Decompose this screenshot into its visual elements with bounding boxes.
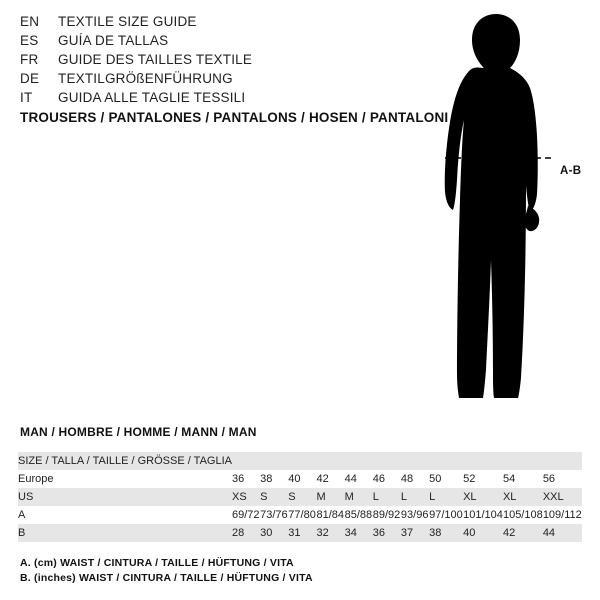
cell: 48 [400, 473, 414, 485]
language-title: TEXTILE SIZE GUIDE [58, 14, 197, 29]
row-label: Europe [18, 473, 54, 485]
cell: 42 [316, 473, 329, 485]
cell [373, 452, 401, 470]
row-label: B [18, 527, 26, 539]
cell: M [344, 491, 354, 503]
cell: 46 [372, 473, 386, 485]
cell: 85/88 [344, 509, 373, 521]
cell: 54 [502, 473, 516, 485]
cell: 38 [429, 527, 442, 539]
language-title: GUÍA DE TALLAS [58, 33, 169, 48]
cell: S [288, 491, 296, 503]
cell: 93/96 [400, 509, 429, 521]
footnote-a: A. (cm) WAIST / CINTURA / TAILLE / HÜFTUNG / VITA [20, 557, 294, 569]
cell: 28 [231, 527, 245, 539]
row-label: SIZE / TALLA / TAILLE / GRÖSSE / TAGLIA [18, 455, 232, 467]
cell [260, 452, 288, 470]
measure-label-ab: A-B [560, 165, 582, 177]
cell: XXL [542, 491, 564, 503]
language-code: EN [20, 14, 40, 29]
cell: 40 [288, 473, 301, 485]
cell [543, 452, 582, 470]
language-row [20, 71, 370, 90]
cell: 44 [344, 473, 357, 485]
cell [345, 452, 373, 470]
language-code: DE [20, 71, 40, 86]
language-code: IT [20, 90, 33, 105]
cell [463, 452, 503, 470]
cell: 97/100 [429, 509, 463, 521]
cell: 30 [260, 527, 273, 539]
cell: 105/108 [502, 509, 543, 521]
cell: 34 [344, 527, 357, 539]
cell: L [429, 491, 436, 503]
product-title: TROUSERS / PANTALONES / PANTALONS / HOSEN / PANTALONI [20, 110, 449, 125]
silhouette-svg [400, 10, 600, 410]
row-label: A [18, 509, 26, 521]
cell: 52 [463, 473, 476, 485]
language-code: ES [20, 33, 39, 48]
language-row [20, 90, 370, 109]
cell: 31 [288, 527, 301, 539]
cell: 32 [316, 527, 329, 539]
cell: 101/104 [463, 509, 503, 521]
cell: 40 [463, 527, 476, 539]
cell: 81/84 [316, 509, 344, 521]
language-code: FR [20, 52, 39, 67]
cell [288, 452, 316, 470]
cell: XL [502, 491, 517, 503]
cell: 38 [260, 473, 273, 485]
footnote-b: B. (inches) WAIST / CINTURA / TAILLE / HÜFTUNG / VITA [20, 572, 313, 584]
cell: XL [463, 491, 477, 503]
cell [401, 452, 429, 470]
cell: 89/92 [372, 509, 401, 521]
cell: 73/76 [260, 509, 288, 521]
cell: 36 [372, 527, 386, 539]
language-title: TEXTILGRÖßENFÜHRUNG [58, 71, 233, 86]
size-table [18, 452, 582, 542]
table-row [18, 488, 582, 506]
language-title: GUIDE DES TAILLES TEXTILE [58, 52, 253, 67]
cell: S [260, 491, 268, 503]
cell: 69/72 [231, 509, 260, 521]
cell [503, 452, 543, 470]
cell: 56 [542, 473, 556, 485]
cell: 44 [542, 527, 556, 539]
cell: 109/112 [542, 509, 582, 521]
table-row [18, 506, 582, 524]
cell [316, 452, 344, 470]
cell: 77/80 [288, 509, 316, 521]
footnotes-block [20, 556, 313, 586]
cell: XS [231, 491, 247, 503]
cell: L [400, 491, 408, 503]
table-caption: MAN / HOMBRE / HOMME / MANN / MAN [20, 425, 257, 439]
language-title: GUIDA ALLE TAGLIE TESSILI [58, 90, 246, 105]
cell: 37 [400, 527, 414, 539]
cell: 42 [502, 527, 516, 539]
cell: L [372, 491, 379, 503]
cell [232, 452, 260, 470]
table-row [18, 524, 582, 542]
language-row [20, 52, 370, 71]
row-label: US [18, 491, 34, 503]
cell: 50 [429, 473, 442, 485]
figure-man-silhouette [400, 10, 600, 410]
table-row [18, 470, 582, 488]
cell: 36 [231, 473, 245, 485]
language-row [20, 33, 370, 52]
language-row [20, 14, 370, 33]
table-row [18, 452, 582, 470]
cell [429, 452, 463, 470]
language-header-block [20, 14, 370, 109]
cell: M [316, 491, 326, 503]
